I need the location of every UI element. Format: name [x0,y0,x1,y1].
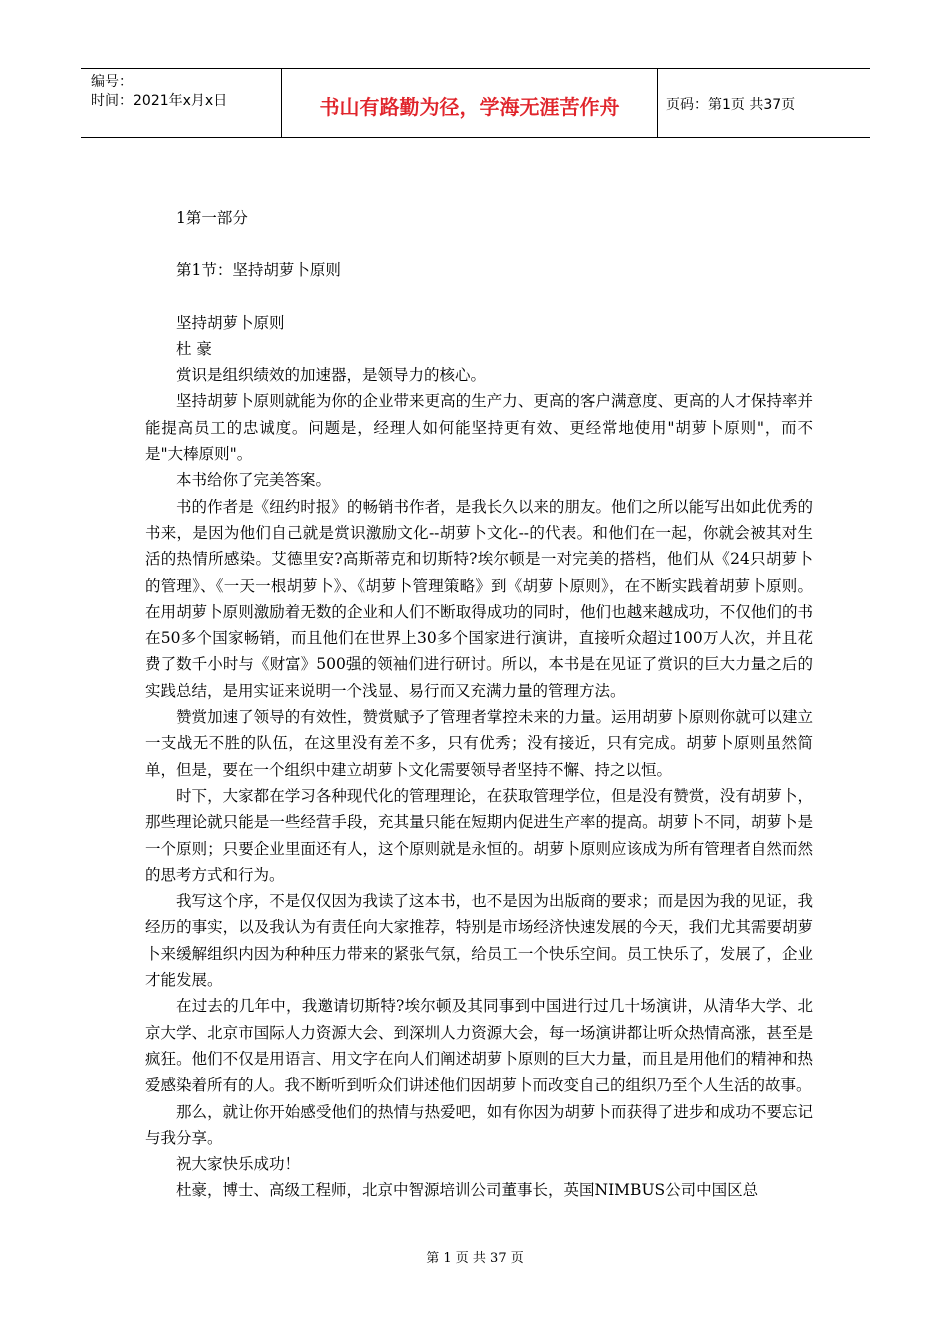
document-body [145,205,813,1204]
document-number-label: 编号： [91,74,133,90]
header-page-code: 页码：第1页 共37页 [666,97,796,113]
paragraph: 祝大家快乐成功！ [176,1155,301,1174]
article-title: 坚持胡萝卜原则 [176,313,285,332]
paragraph: 我写这个序，不是仅仅因为我读了这本书，也不是因为出版商的要求；而是因为我的见证，我经历的事实，以及我认为有责任向大家推荐，特别是市场经济快速发展的今天，我们尤其需要胡萝卜来缓解组织内因为种种压力带来的紧张气氛，给员工一个快乐空间。员工快乐了，发展了，企业才能发展。 [145,892,813,990]
paragraph: 赞赏加速了领导的有效性，赞赏赋予了管理者掌控未来的力量。运用胡萝卜原则你就可以建立一支战无不胜的队伍，在这里没有差不多，只有优秀；没有接近，只有完成。胡萝卜原则虽然简单，但是，要在一个组织中建立胡萝卜文化需要领导者坚持不懈、持之以恒。 [145,708,813,779]
part-title: 1第一部分 [176,209,248,227]
paragraph: 赏识是组织绩效的加速器，是领导力的核心。 [176,366,487,385]
paragraph: 在过去的几年中，我邀请切斯特?埃尔顿及其同事到中国进行过几十场演讲，从清华大学、北京大学、北京市国际人力资源大会、到深圳人力资源大会，每一场演讲都让听众热情高涨，甚至是疯狂。他们不仅是用语言、用文字在向人们阐述胡萝卜原则的巨大力量，而且是用他们的精神和热爱感染着所有的人。我不断听到听众们讲述他们因胡萝卜而改变自己的组织乃至个人生活的故事。 [145,997,813,1095]
paragraph: 杜豪，博士、高级工程师，北京中智源培训公司董事长，英国NIMBUS公司中国区总 [176,1181,759,1200]
header-motto-cell [282,69,658,137]
paragraph: 那么，就让你开始感受他们的热情与热爱吧，如有你因为胡萝卜而获得了进步和成功不要忘记与我分享。 [145,1102,813,1147]
paragraph: 坚持胡萝卜原则就能为你的企业带来更高的生产力、更高的客户满意度、更高的人才保持率并能提高员工的忠诚度。问题是，经理人如何能坚持更有效、更经常地使用"胡萝卜原则"，而不是"大棒原则"。 [145,392,813,464]
paragraph: 本书给你了完美答案。 [176,471,332,490]
header-page-cell [658,69,870,137]
header-motto: 书山有路勤为径，学海无涯苦作舟 [319,95,620,119]
page-footer: 第 1 页 共 37 页 [426,1251,524,1266]
paragraph: 时下，大家都在学习各种现代化的管理理论，在获取管理学位，但是没有赞赏，没有胡萝卜，那些理论就只能是一些经营手段，充其量只能在短期内促进生产率的提高。胡萝卜不同，胡萝卜是一个原则；只要企业里面还有人，这个原则就是永恒的。胡萝卜原则应该成为所有管理者自然而然的思考方式和行为。 [145,786,813,884]
header-info-cell [81,69,282,137]
document-time-label: 时间：2021年x月x日 [91,93,228,109]
section-title: 第1节：坚持胡萝卜原则 [176,261,341,280]
author-name: 杜 豪 [176,339,212,358]
document-header [81,68,870,138]
paragraph: 书的作者是《纽约时报》的畅销书作者，是我长久以来的朋友。他们之所以能写出如此优秀的书来，是因为他们自己就是赏识激励文化--胡萝卜文化--的代表。和他们在一起，你就会被其对生活的热情所感染。艾德里安?高斯蒂克和切斯特?埃尔顿是一对完美的搭档，他们从《24只胡萝卜的管理》、《一天一根胡萝卜》、《胡萝卜管理策略》到《胡萝卜原则》，在不断实践着胡萝卜原则。在用胡萝卜原则激励着无数的企业和人们不断取得成功的同时，他们也越来越成功，不仅他们的书在50多个国家畅销，而且他们在世界上30多个国家进行演讲，直接听众超过100万人次，并且花费了数千小时与《财富》500强的领袖们进行研讨。所以，本书是在见证了赏识的巨大力量之后的实践总结，是用实证来说明一个浅显、易行而又充满力量的管理方法。 [145,497,813,700]
